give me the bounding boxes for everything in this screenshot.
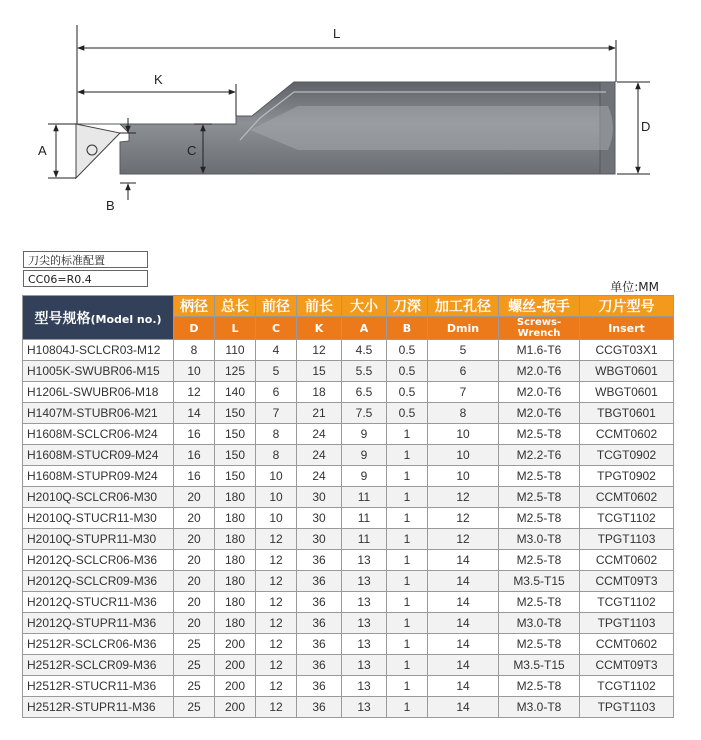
- spec-cell: 0.5: [387, 340, 428, 361]
- model-cell: H2512R-STUPR11-M36: [23, 697, 174, 718]
- spec-cell: 8: [174, 340, 215, 361]
- spec-cell: 20: [174, 571, 215, 592]
- spec-cell: 4.5: [342, 340, 387, 361]
- spec-cell: 200: [215, 655, 256, 676]
- spec-cell: M2.2-T6: [499, 445, 580, 466]
- table-row: [23, 613, 674, 634]
- spec-cell: 12: [256, 697, 297, 718]
- spec-cell: 16: [174, 466, 215, 487]
- table-row: [23, 592, 674, 613]
- table-row: [23, 403, 674, 424]
- col-header-cn: 刀片型号: [580, 296, 674, 317]
- spec-cell: 18: [297, 382, 342, 403]
- spec-cell: 180: [215, 487, 256, 508]
- dim-label-b: B: [106, 198, 115, 213]
- table-row: [23, 655, 674, 676]
- table-row: [23, 424, 674, 445]
- spec-cell: M2.0-T6: [499, 361, 580, 382]
- spec-cell: 14: [428, 550, 499, 571]
- spec-cell: 36: [297, 634, 342, 655]
- spec-cell: 36: [297, 592, 342, 613]
- spec-cell: 20: [174, 487, 215, 508]
- spec-cell: 8: [256, 424, 297, 445]
- spec-cell: M2.5-T8: [499, 676, 580, 697]
- spec-cell: 24: [297, 466, 342, 487]
- spec-cell: 200: [215, 676, 256, 697]
- spec-cell: 12: [256, 529, 297, 550]
- spec-cell: 1: [387, 634, 428, 655]
- model-header-cn: 型号规格: [34, 310, 91, 327]
- model-cell: H2512R-STUCR11-M36: [23, 676, 174, 697]
- spec-cell: 6: [428, 361, 499, 382]
- spec-cell: M3.0-T8: [499, 529, 580, 550]
- spec-cell: WBGT0601: [580, 382, 674, 403]
- spec-cell: 14: [174, 403, 215, 424]
- spec-cell: 200: [215, 697, 256, 718]
- spec-cell: M2.5-T8: [499, 634, 580, 655]
- spec-cell: 10: [256, 508, 297, 529]
- spec-cell: 6: [256, 382, 297, 403]
- col-header-sym: A: [342, 317, 387, 340]
- model-column-header: [23, 296, 174, 340]
- spec-cell: 1: [387, 697, 428, 718]
- table-row: [23, 550, 674, 571]
- insert-icon: [76, 124, 120, 178]
- spec-cell: 10: [428, 466, 499, 487]
- col-header-sym: B: [387, 317, 428, 340]
- table-row: [23, 529, 674, 550]
- spec-cell: 13: [342, 634, 387, 655]
- spec-cell: 125: [215, 361, 256, 382]
- spec-cell: M3.5-T15: [499, 655, 580, 676]
- spec-cell: 13: [342, 697, 387, 718]
- spec-cell: 10: [256, 466, 297, 487]
- spec-cell: 9: [342, 424, 387, 445]
- spec-cell: 20: [174, 550, 215, 571]
- spec-cell: 180: [215, 592, 256, 613]
- spec-cell: TCGT1102: [580, 592, 674, 613]
- col-header-cn: 前径: [256, 296, 297, 317]
- spec-cell: 16: [174, 445, 215, 466]
- spec-cell: 7.5: [342, 403, 387, 424]
- spec-cell: 1: [387, 487, 428, 508]
- spec-cell: 1: [387, 655, 428, 676]
- spec-cell: 11: [342, 529, 387, 550]
- spec-cell: TPGT0902: [580, 466, 674, 487]
- unit-label: 单位:MM: [610, 280, 659, 294]
- spec-cell: 14: [428, 571, 499, 592]
- spec-cell: 13: [342, 592, 387, 613]
- spec-cell: 0.5: [387, 403, 428, 424]
- spec-cell: 24: [297, 445, 342, 466]
- dim-label-l: L: [333, 26, 341, 41]
- spec-cell: 16: [174, 424, 215, 445]
- spec-table-body: [23, 340, 674, 718]
- spec-cell: CCMT09T3: [580, 571, 674, 592]
- insert-config-value: CC06=R0.4: [23, 270, 148, 287]
- model-cell: H2010Q-STUCR11-M30: [23, 508, 174, 529]
- spec-cell: TCGT1102: [580, 676, 674, 697]
- spec-cell: 14: [428, 676, 499, 697]
- table-row: [23, 676, 674, 697]
- spec-cell: CCMT0602: [580, 487, 674, 508]
- dim-label-k: K: [154, 72, 163, 87]
- spec-cell: 7: [428, 382, 499, 403]
- spec-cell: 140: [215, 382, 256, 403]
- table-row: [23, 487, 674, 508]
- spec-cell: 12: [428, 487, 499, 508]
- model-cell: H1608M-STUCR09-M24: [23, 445, 174, 466]
- col-header-sym: C: [256, 317, 297, 340]
- table-row: [23, 340, 674, 361]
- spec-cell: 12: [256, 613, 297, 634]
- spec-cell: TCGT0902: [580, 445, 674, 466]
- spec-cell: 20: [174, 613, 215, 634]
- spec-cell: 5.5: [342, 361, 387, 382]
- spec-cell: 12: [256, 655, 297, 676]
- spec-cell: CCMT0602: [580, 634, 674, 655]
- spec-cell: 30: [297, 508, 342, 529]
- model-cell: H2010Q-SCLCR06-M30: [23, 487, 174, 508]
- spec-cell: 12: [256, 571, 297, 592]
- spec-cell: 25: [174, 655, 215, 676]
- spec-cell: 12: [256, 634, 297, 655]
- spec-cell: M2.0-T6: [499, 403, 580, 424]
- spec-cell: 8: [428, 403, 499, 424]
- spec-cell: TBGT0601: [580, 403, 674, 424]
- spec-cell: 12: [256, 592, 297, 613]
- spec-table: [22, 295, 674, 718]
- spec-cell: 180: [215, 508, 256, 529]
- spec-cell: CCGT03X1: [580, 340, 674, 361]
- table-row: [23, 634, 674, 655]
- table-row: [23, 571, 674, 592]
- spec-cell: 1: [387, 613, 428, 634]
- table-row: [23, 445, 674, 466]
- spec-cell: 36: [297, 571, 342, 592]
- table-row: [23, 508, 674, 529]
- spec-cell: 12: [256, 550, 297, 571]
- spec-cell: M2.5-T8: [499, 592, 580, 613]
- spec-cell: 150: [215, 466, 256, 487]
- spec-cell: 36: [297, 655, 342, 676]
- spec-cell: 8: [256, 445, 297, 466]
- header-row-cn: [23, 296, 674, 317]
- spec-cell: 24: [297, 424, 342, 445]
- spec-cell: M2.5-T8: [499, 508, 580, 529]
- model-cell: H2512R-SCLCR06-M36: [23, 634, 174, 655]
- spec-cell: 21: [297, 403, 342, 424]
- model-cell: H2012Q-STUCR11-M36: [23, 592, 174, 613]
- spec-cell: 180: [215, 529, 256, 550]
- spec-cell: 13: [342, 676, 387, 697]
- spec-cell: 36: [297, 676, 342, 697]
- spec-cell: 180: [215, 571, 256, 592]
- model-cell: H2012Q-SCLCR09-M36: [23, 571, 174, 592]
- spec-cell: 10: [174, 361, 215, 382]
- col-header-sym: Insert: [580, 317, 674, 340]
- model-cell: H1608M-STUPR09-M24: [23, 466, 174, 487]
- spec-cell: 25: [174, 697, 215, 718]
- spec-cell: 110: [215, 340, 256, 361]
- spec-cell: 1: [387, 550, 428, 571]
- spec-cell: 14: [428, 655, 499, 676]
- spec-cell: 30: [297, 487, 342, 508]
- col-header-sym: D: [174, 317, 215, 340]
- spec-cell: 36: [297, 697, 342, 718]
- col-header-sym: K: [297, 317, 342, 340]
- spec-cell: 1: [387, 466, 428, 487]
- spec-cell: 13: [342, 655, 387, 676]
- col-header-cn: 总长: [215, 296, 256, 317]
- col-header-sym: L: [215, 317, 256, 340]
- spec-cell: 10: [428, 424, 499, 445]
- spec-cell: 200: [215, 634, 256, 655]
- spec-cell: 7: [256, 403, 297, 424]
- spec-cell: 11: [342, 487, 387, 508]
- spec-cell: 20: [174, 529, 215, 550]
- spec-cell: 11: [342, 508, 387, 529]
- spec-cell: 14: [428, 697, 499, 718]
- spec-cell: 9: [342, 445, 387, 466]
- spec-cell: M3.5-T15: [499, 571, 580, 592]
- model-cell: H10804J-SCLCR03-M12: [23, 340, 174, 361]
- spec-cell: CCMT0602: [580, 424, 674, 445]
- spec-cell: TCGT1102: [580, 508, 674, 529]
- spec-cell: WBGT0601: [580, 361, 674, 382]
- spec-cell: 14: [428, 613, 499, 634]
- model-cell: H1407M-STUBR06-M21: [23, 403, 174, 424]
- spec-cell: 12: [174, 382, 215, 403]
- spec-cell: M3.0-T8: [499, 697, 580, 718]
- spec-cell: 150: [215, 445, 256, 466]
- spec-cell: 150: [215, 424, 256, 445]
- col-header-cn: 前长: [297, 296, 342, 317]
- model-cell: H1608M-SCLCR06-M24: [23, 424, 174, 445]
- spec-cell: 180: [215, 613, 256, 634]
- spec-cell: 1: [387, 445, 428, 466]
- spec-cell: 6.5: [342, 382, 387, 403]
- model-cell: H2512R-SCLCR09-M36: [23, 655, 174, 676]
- spec-cell: 5: [256, 361, 297, 382]
- col-header-sym: Screws-Wrench: [499, 317, 580, 340]
- spec-cell: TPGT1103: [580, 529, 674, 550]
- insert-config-title: 刀尖的标准配置: [23, 251, 148, 268]
- spec-cell: 180: [215, 550, 256, 571]
- spec-cell: 15: [297, 361, 342, 382]
- spec-cell: 13: [342, 571, 387, 592]
- spec-cell: 1: [387, 571, 428, 592]
- spec-cell: 25: [174, 634, 215, 655]
- spec-cell: 14: [428, 634, 499, 655]
- spec-cell: 1: [387, 592, 428, 613]
- table-row: [23, 697, 674, 718]
- model-cell: H2012Q-SCLCR06-M36: [23, 550, 174, 571]
- spec-cell: 12: [256, 676, 297, 697]
- spec-cell: M2.5-T8: [499, 550, 580, 571]
- spec-cell: 0.5: [387, 382, 428, 403]
- col-header-cn: 大小: [342, 296, 387, 317]
- spec-cell: 150: [215, 403, 256, 424]
- spec-cell: 9: [342, 466, 387, 487]
- spec-cell: 20: [174, 508, 215, 529]
- spec-cell: TPGT1103: [580, 613, 674, 634]
- spec-cell: 20: [174, 592, 215, 613]
- model-cell: H1206L-SWUBR06-M18: [23, 382, 174, 403]
- model-cell: H1005K-SWUBR06-M15: [23, 361, 174, 382]
- spec-cell: 10: [256, 487, 297, 508]
- spec-cell: M1.6-T6: [499, 340, 580, 361]
- spec-cell: 0.5: [387, 361, 428, 382]
- table-row: [23, 361, 674, 382]
- dim-label-c: C: [187, 143, 197, 158]
- spec-cell: TPGT1103: [580, 697, 674, 718]
- boring-bar-body: [76, 82, 615, 174]
- spec-cell: 36: [297, 613, 342, 634]
- dim-label-a: A: [38, 143, 47, 158]
- spec-cell: 4: [256, 340, 297, 361]
- spec-cell: M2.0-T6: [499, 382, 580, 403]
- spec-cell: 12: [428, 508, 499, 529]
- spec-cell: 25: [174, 676, 215, 697]
- table-row: [23, 466, 674, 487]
- spec-cell: 10: [428, 445, 499, 466]
- col-header-cn: 柄径: [174, 296, 215, 317]
- table-row: [23, 382, 674, 403]
- spec-cell: 14: [428, 592, 499, 613]
- spec-cell: M2.5-T8: [499, 424, 580, 445]
- model-cell: H2012Q-STUPR11-M36: [23, 613, 174, 634]
- spec-cell: CCMT0602: [580, 550, 674, 571]
- spec-cell: 13: [342, 550, 387, 571]
- spec-cell: 30: [297, 529, 342, 550]
- spec-cell: M2.5-T8: [499, 487, 580, 508]
- spec-cell: 5: [428, 340, 499, 361]
- col-header-sym: Dmin: [428, 317, 499, 340]
- model-header-en: (Model no.): [90, 312, 162, 326]
- spec-cell: CCMT09T3: [580, 655, 674, 676]
- spec-cell: 1: [387, 529, 428, 550]
- model-cell: H2010Q-STUPR11-M30: [23, 529, 174, 550]
- spec-cell: 13: [342, 613, 387, 634]
- spec-cell: M3.0-T8: [499, 613, 580, 634]
- col-header-cn: 加工孔径: [428, 296, 499, 317]
- dim-label-d: D: [641, 119, 651, 134]
- tool-dimension-drawing: [0, 0, 701, 240]
- spec-cell: 1: [387, 676, 428, 697]
- col-header-cn: 螺丝-扳手: [499, 296, 580, 317]
- spec-cell: M2.5-T8: [499, 466, 580, 487]
- spec-cell: 36: [297, 550, 342, 571]
- spec-cell: 1: [387, 508, 428, 529]
- spec-cell: 12: [297, 340, 342, 361]
- col-header-cn: 刀深: [387, 296, 428, 317]
- spec-cell: 12: [428, 529, 499, 550]
- spec-cell: 1: [387, 424, 428, 445]
